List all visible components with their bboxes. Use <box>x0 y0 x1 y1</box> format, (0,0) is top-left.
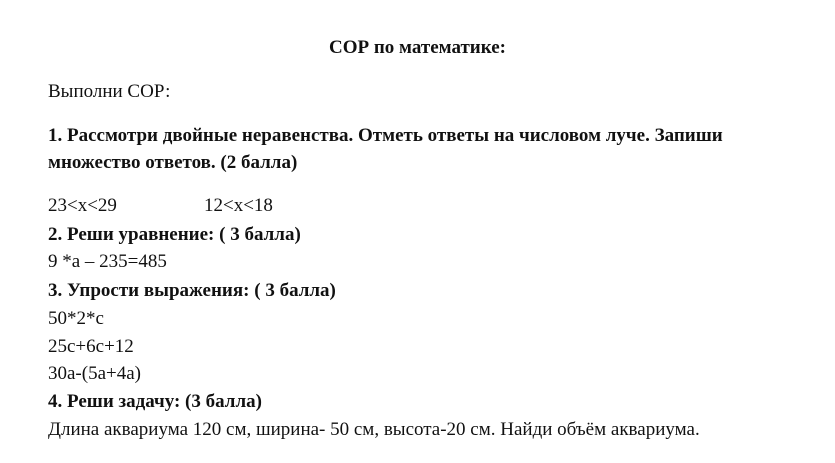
inequality-1: 23<x<29 <box>48 195 117 216</box>
inequalities-row <box>48 194 273 218</box>
task-text: Длина аквариума 120 см, ширина- 50 см, высота-20 см. Найди объём аквариума. <box>48 419 700 440</box>
equation: 9 *a – 235=485 <box>48 251 167 272</box>
document-title: СОР по математике: <box>329 37 506 58</box>
question-3-label: 3. Упрости выражения: ( 3 балла) <box>48 280 336 301</box>
intro-text: Выполни СОР: <box>48 81 171 102</box>
question-4-label: 4. Реши задачу: (3 балла) <box>48 391 262 412</box>
expression-3: 30a-(5a+4a) <box>48 363 141 384</box>
expression-2: 25c+6c+12 <box>48 336 134 357</box>
question-1-text-line-1: 1. Рассмотри двойные неравенства. Отметь ответы на числовом луче. Запиши <box>48 125 723 146</box>
question-2-label: 2. Реши уравнение: ( 3 балла) <box>48 224 301 245</box>
inequality-2: 12<x<18 <box>204 195 273 216</box>
expression-1: 50*2*c <box>48 308 104 329</box>
question-1-text-line-2: множество ответов. (2 балла) <box>48 152 298 173</box>
